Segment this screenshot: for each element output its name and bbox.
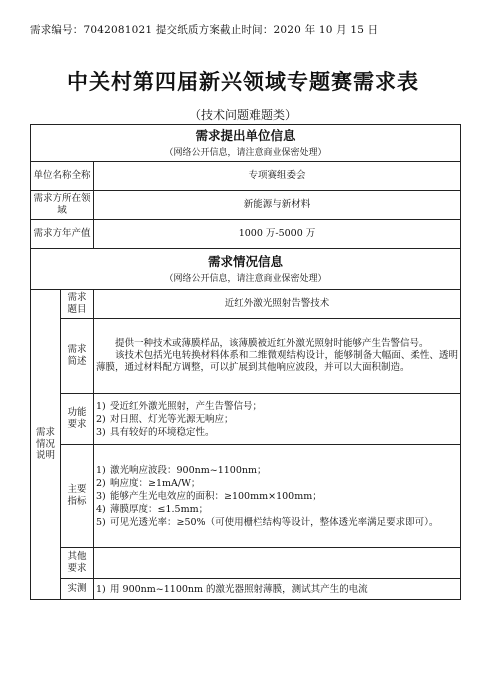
requirement-form-table xyxy=(30,124,461,600)
topic-row xyxy=(31,290,461,319)
list-item-text: 用 900nm~1100nm 的激光器照射薄膜，测试其产生的电流 xyxy=(110,583,368,595)
list-item-text: 响应度：≥1mA/W； xyxy=(110,477,201,489)
list-item xyxy=(96,583,458,596)
function-list xyxy=(96,400,458,439)
list-item xyxy=(96,516,458,529)
list-item-text: 具有较好的环境稳定性。 xyxy=(110,426,215,438)
list-item xyxy=(96,477,458,490)
function-value xyxy=(94,394,461,445)
annual-output-label: 需求方年产值 xyxy=(31,220,94,249)
list-item xyxy=(96,400,458,413)
other-requirements-value xyxy=(94,548,461,579)
domain-label: 需求方所在领域 xyxy=(31,191,94,220)
list-item-number: 4) xyxy=(96,503,106,515)
summary-paragraph: 该技术包括光电转换材料体系和二维微观结构设计，能够制备大幅面、柔性、透明薄膜，通过材料配方调整，可以扩展到其他响应波段，并可以大面积制造。 xyxy=(96,350,458,373)
unit-name-row xyxy=(31,162,461,191)
section-unit-info-note: （网络公开信息，请注意商业保密处理） xyxy=(164,148,327,158)
domain-row xyxy=(31,191,461,220)
list-item-number: 1) xyxy=(96,464,106,476)
function-row xyxy=(31,394,461,445)
list-item xyxy=(96,490,458,503)
summary-label: 需求简述 xyxy=(61,319,94,394)
list-item-number: 2) xyxy=(96,477,106,489)
list-item-number: 1) xyxy=(96,400,106,412)
metrics-list xyxy=(96,464,458,529)
unit-name-value: 专项赛组委会 xyxy=(94,162,461,191)
section-unit-info-header-row xyxy=(31,125,461,162)
section-requirement-info-header-row xyxy=(31,249,461,290)
list-item-text: 对日照、灯光等光源无响应； xyxy=(110,413,234,425)
list-item-number: 3) xyxy=(96,490,106,502)
topic-value: 近红外激光照射告警技术 xyxy=(94,290,461,319)
domain-value: 新能源与新材料 xyxy=(94,191,461,220)
list-item xyxy=(96,464,458,477)
requirement-number-line: 需求编号：7042081021 提交纸质方案截止时间：2020 年 10 月 15 日 xyxy=(30,24,379,36)
section-unit-info-title: 需求提出单位信息 xyxy=(195,128,296,143)
document-title: 中关村第四届新兴领域专题赛需求表 xyxy=(67,70,419,94)
metrics-row xyxy=(31,445,461,548)
list-item-number: 3) xyxy=(96,426,106,438)
summary-row xyxy=(31,319,461,394)
list-item-text: 激光响应波段：900nm~1100nm； xyxy=(110,464,267,476)
list-item xyxy=(96,413,458,426)
section-requirement-info-title: 需求情况信息 xyxy=(207,254,283,269)
other-requirements-row xyxy=(31,548,461,579)
list-item-text: 受近红外激光照射，产生告警信号； xyxy=(110,400,263,412)
test-value xyxy=(94,579,461,600)
annual-output-value: 1000 万-5000 万 xyxy=(94,220,461,249)
list-item-number: 5) xyxy=(96,516,106,528)
metrics-label: 主要指标 xyxy=(61,445,94,548)
list-item-text: 能够产生光电效应的面积：≥100mm×100mm； xyxy=(110,490,322,502)
metrics-value xyxy=(94,445,461,548)
section-requirement-info-note: （网络公开信息，请注意商业保密处理） xyxy=(164,274,327,284)
topic-label: 需求题目 xyxy=(61,290,94,319)
test-row xyxy=(31,579,461,600)
list-item-number: 1) xyxy=(96,583,106,595)
list-item-number: 2) xyxy=(96,413,106,425)
annual-output-row xyxy=(31,220,461,249)
unit-name-label: 单位名称全称 xyxy=(31,162,94,191)
requirement-group-label: 需求情况说明 xyxy=(31,290,61,600)
test-list xyxy=(96,583,458,596)
test-label: 实测 xyxy=(61,579,94,600)
other-requirements-label: 其他要求 xyxy=(61,548,94,579)
summary-value xyxy=(94,319,461,394)
list-item-text: 可见光透光率：≥50%（可使用栅栏结构等设计，整体透光率满足要求即可）。 xyxy=(110,516,439,528)
list-item xyxy=(96,426,458,439)
function-label: 功能要求 xyxy=(61,394,94,445)
list-item xyxy=(96,503,458,516)
summary-paragraph: 提供一种技术或薄膜样品，该薄膜被近红外激光照射时能够产生告警信号。 xyxy=(115,338,429,350)
document-subtitle: （技术问题难题类） xyxy=(188,108,297,122)
section-requirement-info-header xyxy=(31,249,461,290)
section-unit-info-header xyxy=(31,125,461,162)
list-item-text: 薄膜厚度：≤1.5mm； xyxy=(110,503,209,515)
